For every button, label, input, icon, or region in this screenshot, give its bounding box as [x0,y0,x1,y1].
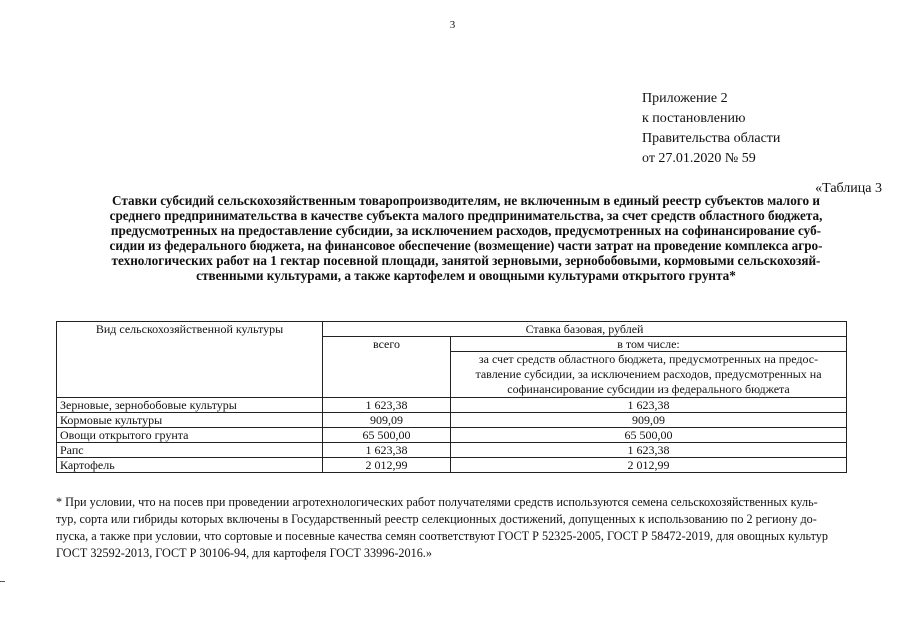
table-label: «Таблица 3 [815,181,882,196]
table-row [57,443,847,458]
header-regional-budget-line: софинансирование субсидии из федерального бюджета [507,382,790,396]
rate-regional: 1 623,38 [451,398,847,413]
rate-total: 65 500,00 [323,428,451,443]
table-row [57,428,847,443]
rate-total: 1 623,38 [323,398,451,413]
header-including: в том числе: [451,337,847,352]
crop-name: Овощи открытого грунта [57,428,323,443]
rate-total: 1 623,38 [323,443,451,458]
footnote-line: пуска, а также при условии, что сортовые и посевные качества семян соответствуют ГОСТ Р 52325-2005, ГОСТ Р 58472-2019, для овощных культур [56,529,828,543]
header-base-rate: Ставка базовая, рублей [323,322,847,337]
rate-total: 2 012,99 [323,458,451,473]
header-regional-budget-line: тавление субсидии, за исключением расходов, предусмотренных на [475,367,822,381]
margin-mark [0,581,5,582]
footnote-line: ГОСТ 32592-2013, ГОСТ Р 30106-94, для картофеля ГОСТ 33996-2016.» [56,546,432,560]
heading-line: технологических работ на 1 гектар посевной площади, занятой зерновыми, зернобобовыми, кормовыми сельскохозяй- [111,253,821,268]
crop-name: Картофель [57,458,323,473]
rate-regional: 1 623,38 [451,443,847,458]
rate-regional: 909,09 [451,413,847,428]
appendix-line: от 27.01.2020 № 59 [642,151,756,166]
table-row [57,413,847,428]
page-number: 3 [449,19,456,31]
heading-line: ственными культурами, а также картофелем и овощными культурами открытого грунта* [196,268,736,283]
appendix-reference [642,89,882,169]
table-row [57,398,847,413]
header-crop-type: Вид сельскохозяйственной культуры [57,322,323,398]
header-regional-budget [451,352,847,398]
heading-line: сидии из федерального бюджета, на финансовое обеспечение (возмещение) части затрат на проведение комплекса агро- [109,238,823,253]
crop-name: Кормовые культуры [57,413,323,428]
header-total: всего [323,337,451,398]
table-row [57,458,847,473]
footnote-line: тур, сорта или гибриды которых включены в Государственный реестр селекционных достижений, допущенных к использованию по 2 региону до- [56,512,817,526]
subsidy-rates-table [56,321,847,473]
heading-line: предусмотренных на предоставление субсидии, за исключением расходов, предусмотренных на софинансирование суб- [110,223,822,238]
heading-line: Ставки субсидий сельскохозяйственным товаропроизводителям, не включенным в единый реестр субъектов малого и [112,193,820,208]
crop-name: Рапс [57,443,323,458]
footnote [56,494,884,562]
heading-line: среднего предпринимательства в качестве субъекта малого предпринимательства, за счет средств областного бюджета, [109,208,823,223]
footnote-line: * При условии, что на посев при проведении агротехнологических работ получателями средств используются семена сельскохозяйственных куль- [56,495,818,509]
rate-total: 909,09 [323,413,451,428]
table-header-row [57,322,847,337]
rate-regional: 2 012,99 [451,458,847,473]
rate-regional: 65 500,00 [451,428,847,443]
document-heading [56,193,876,283]
appendix-line: к постановлению [642,111,746,126]
crop-name: Зерновые, зернобобовые культуры [57,398,323,413]
appendix-line: Правительства области [642,131,781,146]
appendix-line: Приложение 2 [642,91,728,106]
header-regional-budget-line: за счет средств областного бюджета, предусмотренных на предос- [478,352,819,366]
